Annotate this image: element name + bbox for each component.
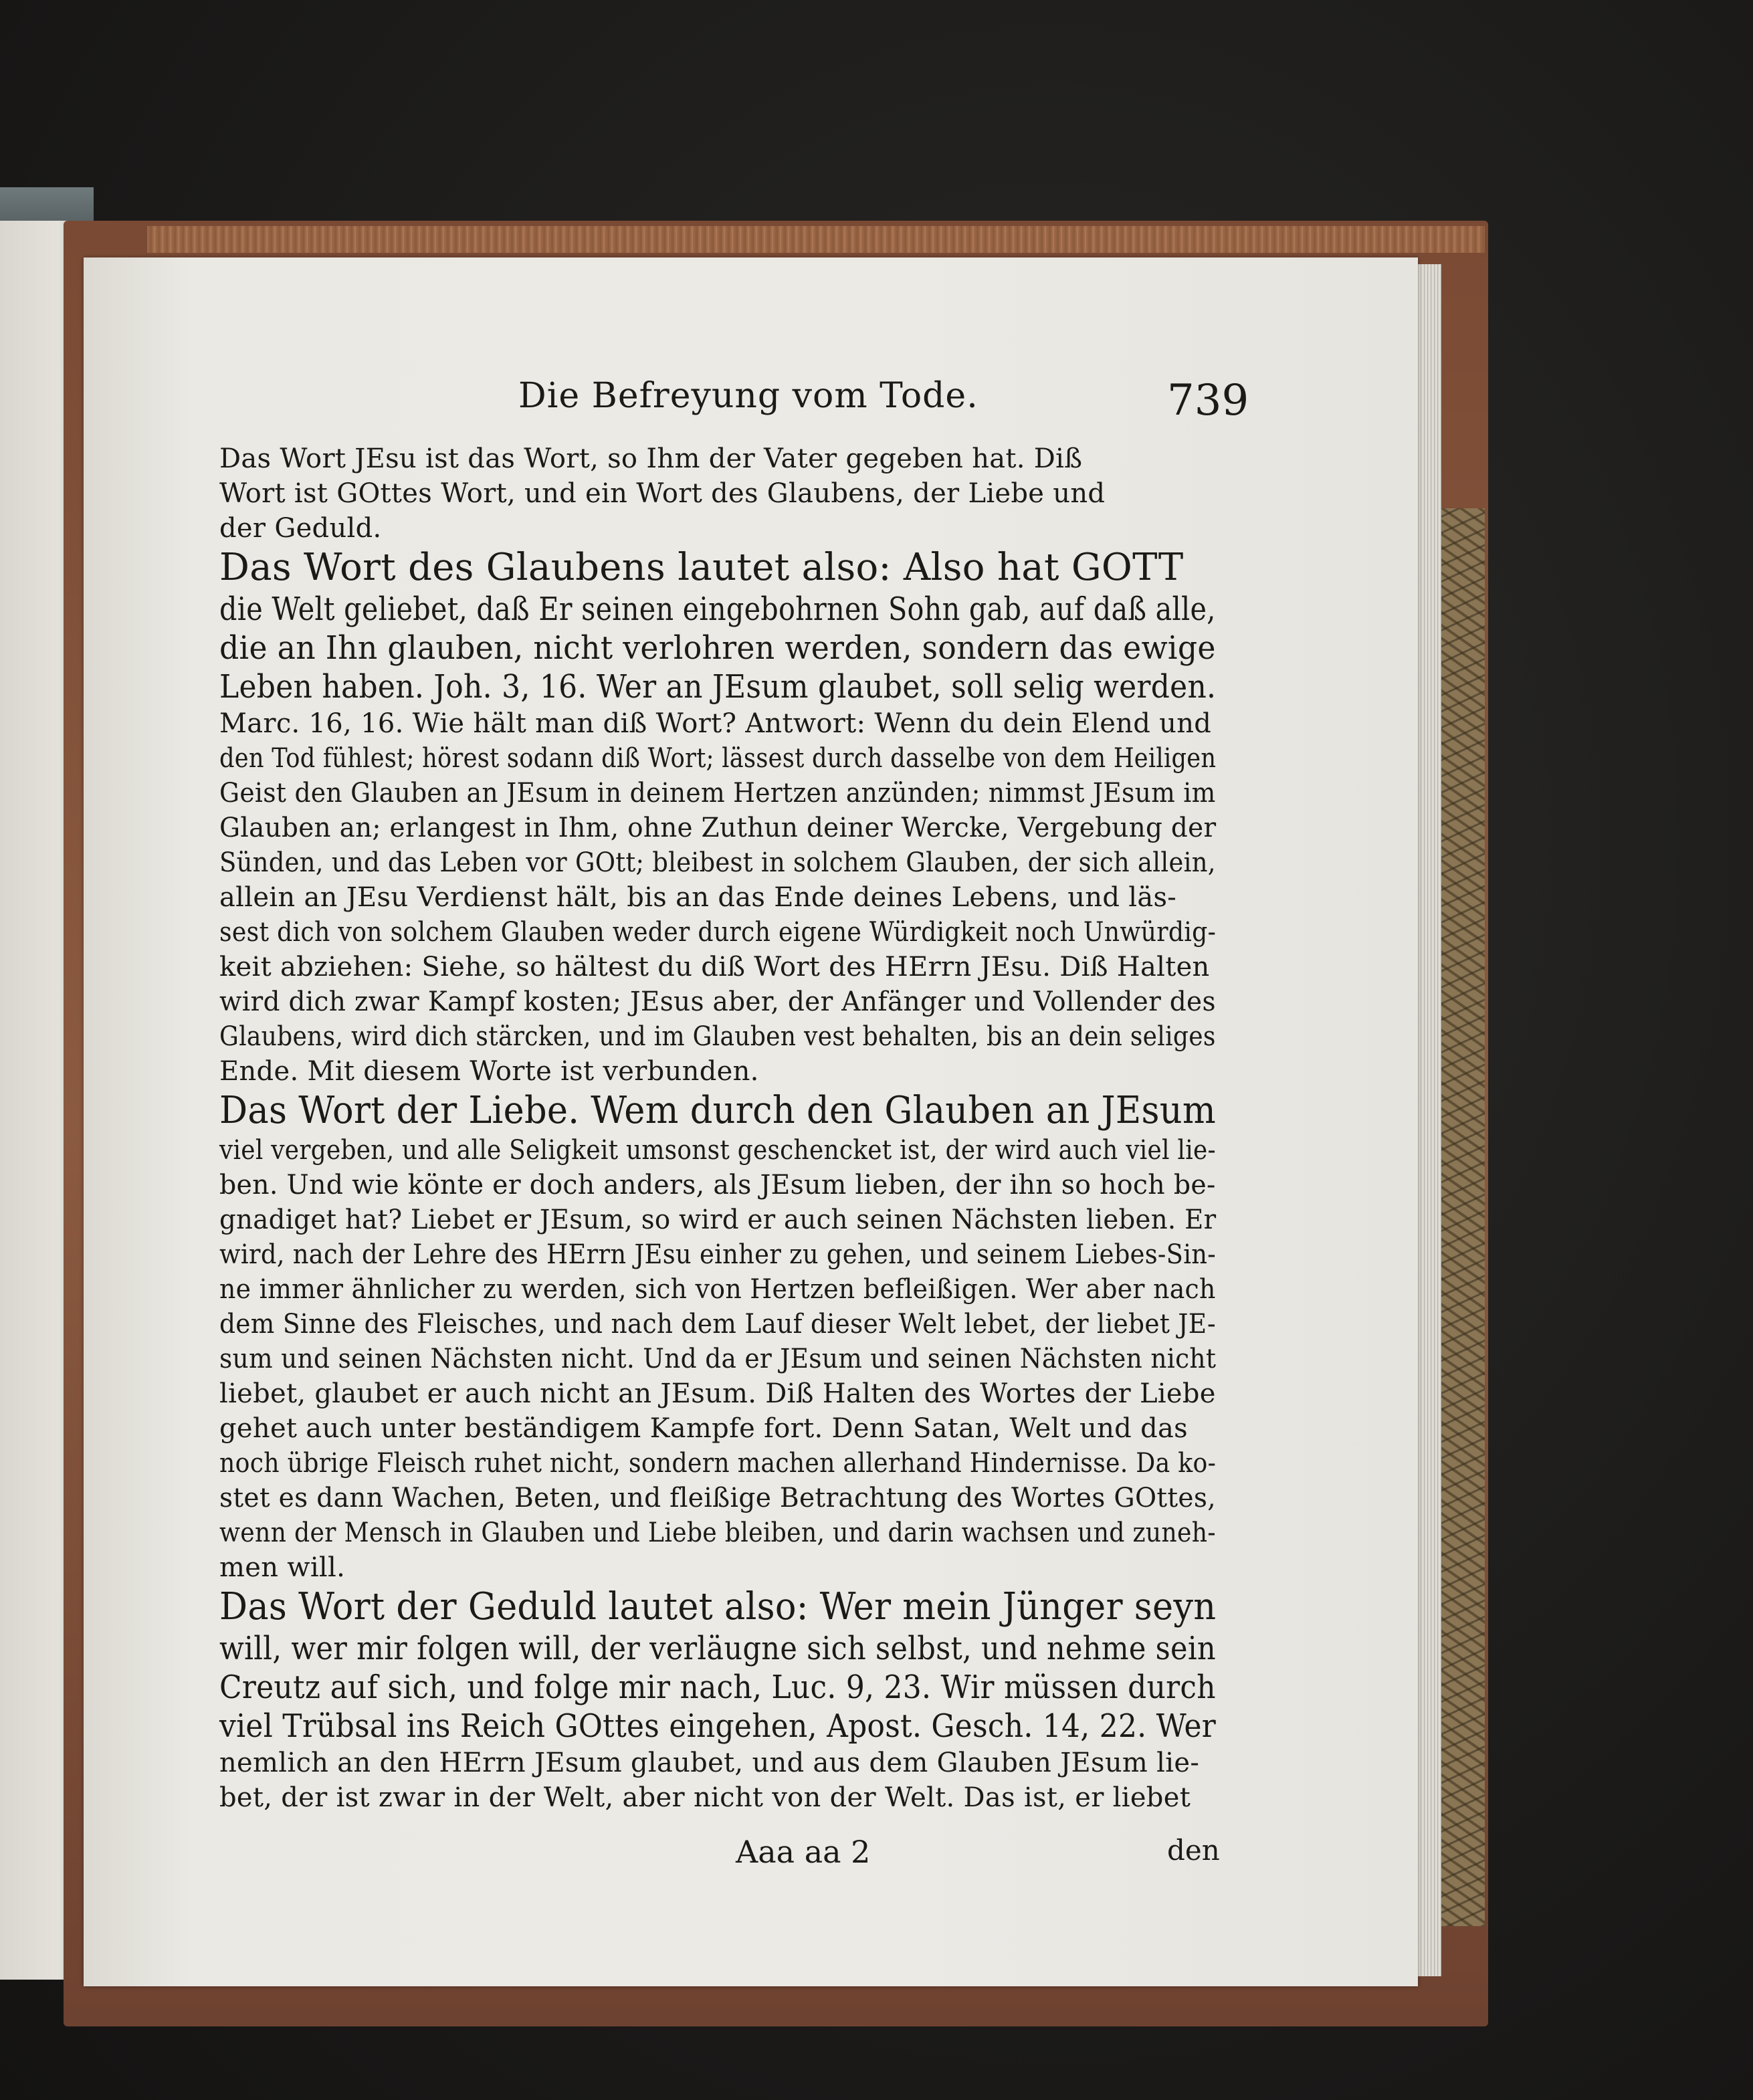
text-line: der Geduld.: [219, 513, 382, 544]
text-line: Creutz auf sich, und folge mir nach, Luc. 9, 23. Wir müssen durch: [219, 1669, 1216, 1706]
text-line: viel vergeben, und alle Seligkeit umsonst geschencket ist, der wird auch viel lie-: [219, 1135, 1216, 1166]
text-line: Glauben an; erlangest in Ihm, ohne Zuthun deiner Wercke, Vergebung der: [219, 813, 1217, 843]
text-line: Sünden, und das Leben vor GOtt; bleibest in solchem Glauben, der sich allein,: [219, 847, 1216, 878]
text-line: Geist den Glauben an JEsum in deinem Hertzen anzünden; nimmst JEsum im: [219, 778, 1216, 809]
text-line: wird dich zwar Kampf kosten; JEsus aber, der Anfänger und Vollender des: [219, 986, 1216, 1017]
text-line: nemlich an den HErrn JEsum glaubet, und aus dem Glauben JEsum lie-: [219, 1748, 1200, 1778]
text-line: sest dich von solchem Glauben weder durch eigene Würdigkeit noch Unwürdig-: [219, 917, 1217, 948]
text-line: Wort ist GOttes Wort, und ein Wort des Glaubens, der Liebe und: [219, 478, 1106, 509]
text-line: wird, nach der Lehre des HErrn JEsu einher zu gehen, und seinem Liebes-Sin-: [219, 1239, 1217, 1270]
text-line: sum und seinen Nächsten nicht. Und da er JEsum und seinen Nächsten nicht: [219, 1344, 1217, 1374]
text-line: viel Trübsal ins Reich GOttes eingehen, Apost. Gesch. 14, 22. Wer: [219, 1707, 1217, 1745]
text-line: stet es dann Wachen, Beten, und fleißige Betrachtung des Wortes GOttes,: [219, 1483, 1217, 1513]
text-line: ne immer ähnlicher zu werden, sich von Hertzen befleißigen. Wer aber nach: [219, 1274, 1216, 1305]
text-line: wenn der Mensch in Glauben und Liebe bleiben, und darin wachsen und zuneh-: [219, 1517, 1216, 1548]
catchword: den: [1167, 1834, 1220, 1867]
running-head: Die Befreyung vom Tode.: [518, 376, 978, 416]
text-line: die an Ihn glauben, nicht verlohren werden, sondern das ewige: [219, 629, 1216, 667]
section-heading-liebe: Das Wort der Liebe. Wem durch den Glauben an JEsum: [219, 1089, 1217, 1132]
section-heading-geduld: Das Wort der Geduld lautet also: Wer mein Jünger seyn: [219, 1585, 1217, 1629]
text-line: men will.: [219, 1552, 346, 1583]
text-line: Marc. 16, 16. Wie hält man diß Wort? Antwort: Wenn du dein Elend und: [219, 708, 1212, 739]
text-line: Das Wort JEsu ist das Wort, so Ihm der Vater gegeben hat. Diß: [219, 443, 1083, 474]
text-line: liebet, glaubet er auch nicht an JEsum. Diß Halten des Wortes der Liebe: [219, 1378, 1216, 1409]
section-heading-glaubens: Das Wort des Glaubens lautet also: Also hat GOTT: [219, 546, 1184, 589]
text-line: allein an JEsu Verdienst hält, bis an das Ende deines Lebens, und läs-: [219, 882, 1177, 913]
text-line: dem Sinne des Fleisches, und nach dem Lauf dieser Welt lebet, der liebet JE-: [219, 1309, 1217, 1340]
text-line: die Welt geliebet, daß Er seinen eingebohrnen Sohn gab, auf daß alle,: [219, 591, 1216, 628]
text-line: will, wer mir folgen will, der verläugne sich selbst, und nehme sein: [219, 1630, 1216, 1667]
text-line: Ende. Mit diesem Worte ist verbunden.: [219, 1056, 759, 1087]
cover-top-edge: [147, 226, 1485, 253]
text-line: ben. Und wie könte er doch anders, als JEsum lieben, der ihn so hoch be-: [219, 1170, 1216, 1200]
text-line: bet, der ist zwar in der Welt, aber nicht von der Welt. Das ist, er liebet: [219, 1782, 1191, 1813]
text-line: den Tod fühlest; hörest sodann diß Wort; lässest durch dasselbe von dem Heiligen: [219, 743, 1217, 774]
text-line: gehet auch unter beständigem Kampfe fort. Denn Satan, Welt und das: [219, 1413, 1188, 1444]
text-line: keit abziehen: Siehe, so hältest du diß Wort des HErrn JEsu. Diß Halten: [219, 952, 1210, 982]
text-line: Glaubens, wird dich stärcken, und im Glauben vest behalten, bis an dein seliges: [219, 1021, 1216, 1052]
text-line: noch übrige Fleisch ruhet nicht, sondern machen allerhand Hindernisse. Da ko-: [219, 1448, 1217, 1479]
body-text: [219, 441, 1216, 1815]
signature-mark: Aaa aa 2: [736, 1834, 871, 1870]
page-number: 739: [1167, 376, 1249, 425]
text-line: gnadiget hat? Liebet er JEsum, so wird er auch seinen Nächsten lieben. Er: [219, 1204, 1217, 1235]
text-line: Leben haben. Joh. 3, 16. Wer an JEsum glaubet, soll selig werden.: [219, 668, 1217, 706]
